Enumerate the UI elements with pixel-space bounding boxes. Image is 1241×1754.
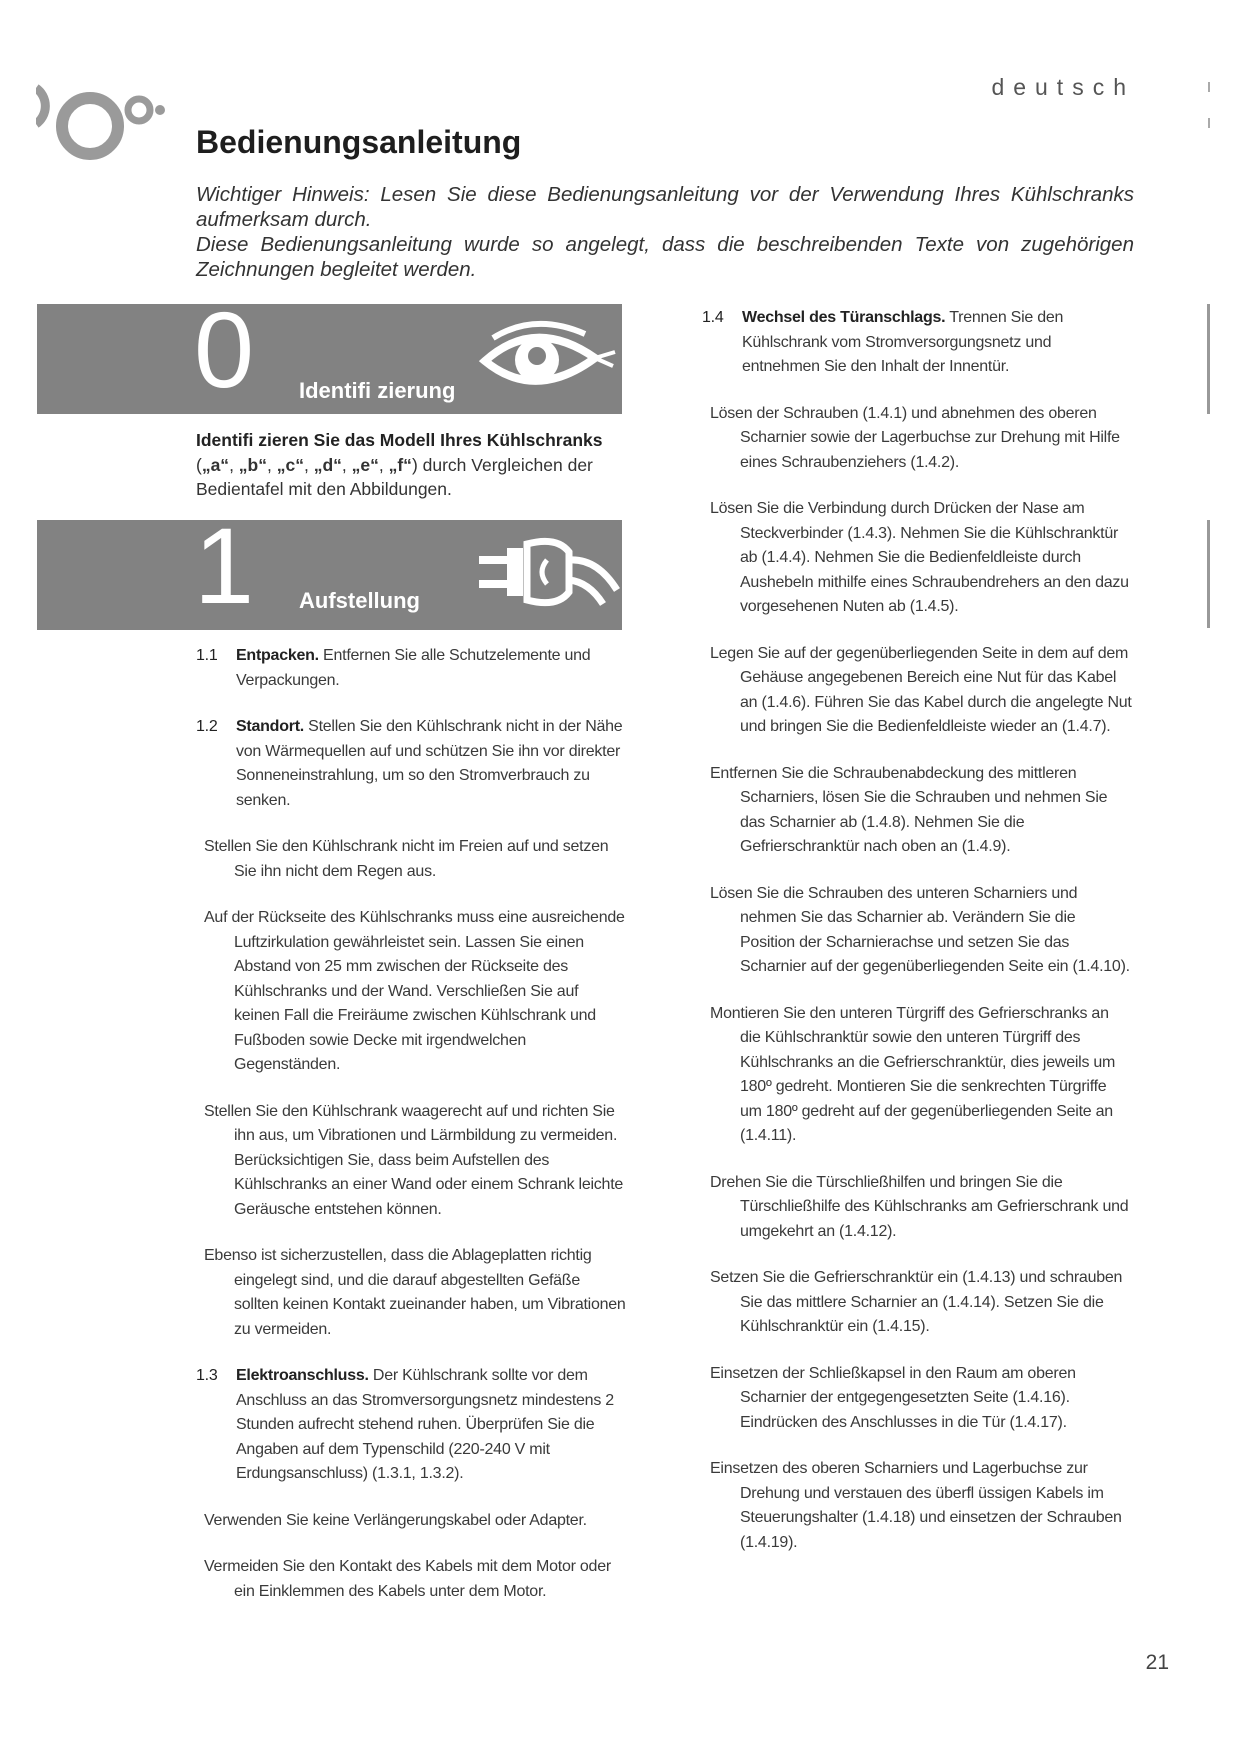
margin-tick <box>1208 118 1210 128</box>
margin-bar <box>1207 304 1210 414</box>
item-title: Standort. <box>236 718 304 735</box>
section-1-3 <box>196 1364 626 1487</box>
language-label: deutsch <box>991 74 1135 100</box>
identification-text <box>196 428 616 502</box>
paragraph: Legen Sie auf der gegenüberliegenden Seite in dem auf dem Gehäuse angegebenen Bereich eine Nut für das Kabel an (1.4.6). Führen Sie das Kabel durch die angelegte Nut und bringen Sie die Bedienfeldleiste wieder an (1.4.7). <box>710 644 1132 735</box>
paragraph: Einsetzen des oberen Scharniers und Lagerbuchse zur Drehung und verstauen des überfl üssigen Kabels im Steuerungshalter (1.4.18) und einsetzen der Schrauben (1.4.19). <box>710 1460 1122 1551</box>
item-title: Entpacken. <box>236 647 319 664</box>
section-header-installation <box>37 505 622 630</box>
intro-paragraph: Diese Bedienungsanleitung wurde so angelegt, dass die beschreibenden Texte von zugehörigen Zeichnungen begleitet werden. <box>196 233 1134 281</box>
section-label: Aufstellung <box>299 588 420 613</box>
eye-icon <box>477 316 617 406</box>
page-title: Bedienungsanleitung <box>196 124 522 160</box>
section-number: 1 <box>194 505 255 626</box>
paragraph: Stellen Sie den Kühlschrank nicht im Freien auf und setzen Sie ihn nicht dem Regen aus. <box>204 838 609 880</box>
model-f: „f“ <box>388 454 412 475</box>
item-number: 1.2 <box>196 718 218 735</box>
brand-logo-icon <box>36 80 166 180</box>
identification-lead: Identifi zieren Sie das Modell Ihres Kühlschranks <box>196 430 603 450</box>
model-a: „a“ <box>201 454 230 475</box>
separator: , <box>267 454 277 475</box>
item-text: Der Kühlschrank sollte vor dem Anschluss an das Stromversorgungsnetz mindestens 2 Stunden aufrecht stehend ruhen. Überprüfen Sie die Angaben auf dem Typenschild (220-240 V mit Erdungsanschluss) (1.3.1, 1.3.2). <box>236 1367 614 1482</box>
separator: , <box>341 454 352 475</box>
paragraph: Entfernen Sie die Schraubenabdeckung des mittleren Scharniers, lösen Sie die Schrauben und nehmen Sie das Scharnier ab (1.4.8). Nehmen Sie die Gefrierschranktür nach oben an (1.4.9). <box>710 764 1108 855</box>
left-column <box>196 644 626 1626</box>
model-b: „b“ <box>238 454 267 475</box>
paragraph: Verwenden Sie keine Verlängerungskabel oder Adapter. <box>204 1511 587 1529</box>
item-number: 1.1 <box>196 647 218 664</box>
separator: , <box>378 454 389 475</box>
model-e: „e“ <box>351 454 379 475</box>
paragraph: Stellen Sie den Kühlschrank waagerecht auf und richten Sie ihn aus, um Vibrationen und Lärmbildung zu vermeiden. Berücksichtigen Sie, dass beim Aufstellen des Kühlschranks an einer Wand oder einem Schrank leichte Geräusche entstehen können. <box>204 1102 624 1218</box>
item-number: 1.4 <box>702 309 724 326</box>
item-text: Stellen Sie den Kühlschrank nicht in der Nähe von Wärmequellen auf und schützen Sie ihn vor direkter Sonneneinstrahlung, um so den Stromverbrauch zu senken. <box>236 718 623 809</box>
paragraph: Auf der Rückseite des Kühlschranks muss eine ausreichende Luftzirkulation gewährleistet sein. Lassen Sie einen Abstand von 25 mm zwischen der Rückseite des Kühlschranks und der Wand. Verschließen Sie auf keinen Fall die Freiräume zwischen Kühlschrank und Fußboden sowie Decke mit irgendwelchen Gegenständen. <box>204 909 625 1073</box>
paragraph: Ebenso ist sicherzustellen, dass die Ablageplatten richtig eingelegt sind, und die darauf abgestellten Gefäße sollten keinen Kontakt zueinander haben, um Vibrationen zu vermeiden. <box>204 1247 626 1338</box>
page-number: 21 <box>1145 1651 1169 1674</box>
paragraph: Vermeiden Sie den Kontakt des Kabels mit dem Motor oder ein Einklemmen des Kabels unter dem Motor. <box>204 1558 611 1600</box>
item-text: Trennen Sie den Kühlschrank vom Stromversorgungsnetz und entnehmen Sie den Inhalt der Innentür. <box>742 309 1064 375</box>
section-number: 0 <box>194 289 255 410</box>
paragraph: Lösen Sie die Schrauben des unteren Scharniers und nehmen Sie das Scharnier ab. Verändern Sie die Position der Scharnierachse und setzen Sie das Scharnier auf der gegenüberliegenden Seite ein (1.4.10). <box>710 884 1130 975</box>
item-title: Wechsel des Türanschlags. <box>742 309 946 326</box>
margin-tick <box>1208 82 1210 92</box>
paragraph: Lösen der Schrauben (1.4.1) und abnehmen des oberen Scharnier sowie der Lagerbuchse zur Drehung mit Hilfe eines Schraubenziehers (1.4.2). <box>710 404 1120 471</box>
identification-rest: ) durch Vergleichen der Bedientafel mit den Abbildungen. <box>196 454 593 499</box>
paragraph: Drehen Sie die Türschließhilfen und bringen Sie die Türschließhilfe des Kühlschranks am Gefrierschrank und umgekehrt an (1.4.12). <box>710 1173 1129 1240</box>
model-d: „d“ <box>313 454 342 475</box>
paragraph: Einsetzen der Schließkapsel in den Raum am oberen Scharnier der entgegengesetzten Seite (1.4.16). Eindrücken des Anschlusses in die Tür (1.4.17). <box>710 1364 1076 1431</box>
section-header-identification <box>37 289 622 414</box>
paragraph: Montieren Sie den unteren Türgriff des Gefrierschranks an die Kühlschranktür sowie den unteren Türgriff des Kühlschranks an die Gefrierschranktür, dies jeweils um 180º gedreht. Montieren Sie die senkrechten Türgriffe um 180º gedreht auf der gegenüberliegenden Seite an (1.4.11). <box>710 1004 1116 1144</box>
model-list-open: ( <box>196 454 202 475</box>
model-c: „c“ <box>276 454 304 475</box>
section-1-4 <box>702 306 1132 380</box>
paragraph: Setzen Sie die Gefrierschranktür ein (1.4.13) und schrauben Sie das mittlere Scharnier an (1.4.14). Setzen Sie die Kühlschranktür ein (1.4.15). <box>710 1269 1123 1335</box>
intro-notice <box>196 182 1134 282</box>
plug-icon <box>477 530 622 620</box>
separator: , <box>229 454 239 475</box>
item-text: Entfernen Sie alle Schutzelemente und Verpackungen. <box>236 647 591 689</box>
margin-bar <box>1207 520 1210 628</box>
paragraph: Lösen Sie die Verbindung durch Drücken der Nase am Steckverbinder (1.4.3). Nehmen Sie die Kühlschranktür ab (1.4.4). Nehmen Sie die Bedienfeldleiste durch Aushebeln mithilfe eines Schraubendrehers an den dazu vorgesehenen Nuten ab (1.4.5). <box>710 500 1129 615</box>
right-column <box>702 306 1132 1577</box>
item-number: 1.3 <box>196 1367 218 1384</box>
item-title: Elektroanschluss. <box>236 1367 369 1384</box>
section-1-2 <box>196 715 626 813</box>
separator: , <box>303 454 314 475</box>
section-label: Identifi zierung <box>299 378 456 403</box>
intro-paragraph: Wichtiger Hinweis: Lesen Sie diese Bedienungsanleitung vor der Verwendung Ihres Kühlschranks aufmerksam durch. <box>196 183 1134 231</box>
section-1-1 <box>196 644 626 693</box>
